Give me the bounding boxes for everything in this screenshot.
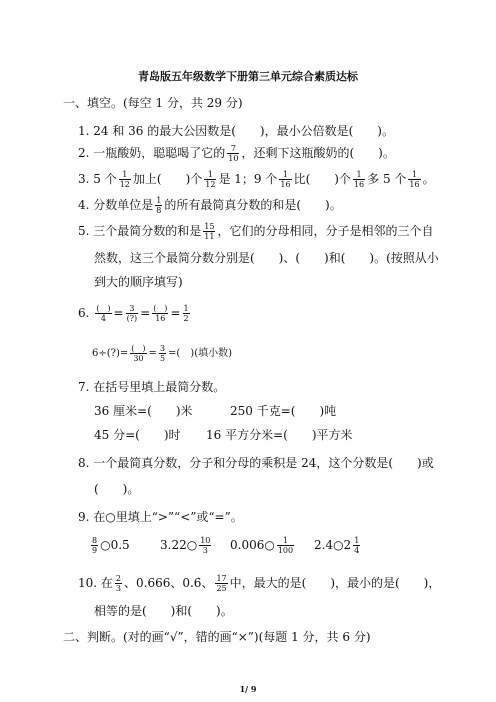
q6-row2-text: 6÷(?)= <box>92 348 129 359</box>
q9-item-2 <box>160 536 213 555</box>
numerator: 1 <box>277 536 294 546</box>
q3-text: 加上( )个 <box>132 172 203 186</box>
q3-fraction <box>353 170 365 189</box>
q9-text: 2.4○2 <box>314 538 352 552</box>
equals: = <box>140 306 151 320</box>
question-5-line-2: 然数，这三个最简分数分别是( )、( )和( )。(按照从小 <box>94 251 439 265</box>
numerator: 7 <box>227 144 239 154</box>
question-7: 7. 在括号里填上最简分数。 <box>78 380 226 394</box>
denominator: 16 <box>280 180 291 189</box>
denominator: 12 <box>205 180 216 189</box>
q3-fraction <box>279 170 291 189</box>
denominator: 2 <box>183 314 189 323</box>
question-10-line-2: 相等的是( )和( )。 <box>94 604 233 618</box>
numerator: 8 <box>92 536 98 545</box>
q9-text: ○0.5 <box>100 538 130 552</box>
numerator: 2 <box>115 574 121 583</box>
q6-fraction <box>130 344 146 363</box>
denominator: 25 <box>216 584 227 593</box>
denominator: 10 <box>228 154 239 163</box>
q6-fraction <box>126 304 139 323</box>
equals: = <box>170 306 181 320</box>
numerator: 1 <box>204 170 216 180</box>
q9-text: 3.22○ <box>160 538 198 552</box>
q4-text-a: 4. 分数单位是 <box>78 198 154 212</box>
denominator: (?) <box>126 314 138 323</box>
equals: = <box>148 348 157 359</box>
question-3 <box>78 170 435 189</box>
question-6 <box>78 304 192 323</box>
denominator: 3 <box>115 584 121 593</box>
q5-fraction <box>203 222 215 241</box>
q3-text: 3. 5 个 <box>78 172 117 186</box>
numerator: 17 <box>216 574 227 583</box>
section-fill-blank: 一、填空。(每空 1 分，共 29 分) <box>63 96 243 110</box>
numerator: 1 <box>156 196 162 205</box>
q2-text-b: ，还剩下这瓶酸奶的( )。 <box>241 146 395 160</box>
question-2 <box>78 144 395 163</box>
numerator: 1 <box>279 170 291 180</box>
denominator: 16 <box>353 180 365 189</box>
question-9: 9. 在○里填上“>”“<”或“=”。 <box>78 510 243 524</box>
q2-fraction <box>227 144 239 163</box>
numerator: 10 <box>200 536 211 545</box>
numerator: 15 <box>204 222 215 231</box>
question-4 <box>78 196 342 215</box>
section-true-false: 二、判断。(对的画“√”，错的画“×”)(每题 1 分，共 6 分) <box>63 630 371 644</box>
q9-fraction <box>91 536 98 555</box>
denominator: 8 <box>156 206 162 215</box>
question-5-line-3: 到大的顺序填写) <box>94 275 183 289</box>
q5-text-a: 5. 三个最简分数的和是 <box>78 224 202 238</box>
q10-fraction <box>115 574 122 593</box>
denominator: 3 <box>202 546 208 555</box>
q6-row2-text: =( )(填小数) <box>168 348 233 359</box>
question-1: 1. 24 和 36 的最大公因数是( )，最小公倍数是( )。 <box>78 124 394 138</box>
numerator: 1 <box>183 304 189 313</box>
denominator: 9 <box>92 546 98 555</box>
q5-text-b: ，它们的分母相同，分子是相邻的三个自 <box>217 224 434 238</box>
q10-text: 、0.666、0.6̇、 <box>124 576 214 590</box>
numerator: 3 <box>159 344 166 353</box>
q6-fraction <box>159 344 166 363</box>
numerator: 1 <box>119 170 131 180</box>
numerator: 3 <box>126 304 139 314</box>
numerator: ( ) <box>131 344 146 353</box>
denominator: 16 <box>155 314 166 323</box>
numerator: ( ) <box>96 304 111 313</box>
q3-fraction <box>204 170 216 189</box>
q6-fraction <box>152 304 168 323</box>
denominator: 5 <box>159 354 166 363</box>
question-5 <box>78 222 433 241</box>
denominator: 4 <box>354 546 360 555</box>
numerator: 1 <box>354 536 360 545</box>
q4-text-b: 的所有最简真分数的和是( )。 <box>164 198 342 212</box>
q10-text: 10. 在 <box>78 576 113 590</box>
q3-fraction <box>408 170 420 189</box>
q9-fraction <box>353 536 360 555</box>
q4-fraction <box>155 196 162 215</box>
q9-fraction <box>277 536 294 555</box>
q3-text: 。 <box>422 172 435 186</box>
denominator: 4 <box>100 314 106 323</box>
q6-label: 6. <box>78 306 90 320</box>
q7-item-3: 45 分=( )时 <box>94 428 181 442</box>
q10-text: 中，最大的是( )，最小的是( )， <box>229 576 441 590</box>
q3-text: 是 1；9 个 <box>218 172 278 186</box>
q7-item-1: 36 厘米=( )米 <box>94 404 193 418</box>
q3-text: 比( )个 <box>293 172 351 186</box>
q6-fraction <box>95 304 111 323</box>
denominator: 30 <box>133 354 144 363</box>
equals: = <box>113 306 124 320</box>
question-8-line-2: ( )。 <box>94 482 140 496</box>
q9-item-4 <box>314 536 362 555</box>
q9-text: 0.006○ <box>230 538 275 552</box>
q6-fraction <box>183 304 190 323</box>
q3-fraction <box>119 170 131 189</box>
q2-text-a: 2. 一瓶酸奶，聪聪喝了它的 <box>78 146 226 160</box>
q7-item-4: 16 平方分米=( )平方米 <box>206 428 353 442</box>
denominator: 12 <box>119 180 130 189</box>
numerator: ( ) <box>153 304 168 313</box>
denominator: 16 <box>409 180 420 189</box>
denominator: 100 <box>277 546 294 555</box>
numerator: 1 <box>353 170 365 180</box>
page-title: 青岛版五年级数学下册第三单元综合素质达标 <box>138 70 358 83</box>
q10-fraction <box>215 574 227 593</box>
question-8: 8. 一个最简真分数，分子和分母的乘积是 24，这个分数是( )或 <box>78 456 434 470</box>
q7-item-2: 250 千克=( )吨 <box>230 404 337 418</box>
q3-text: 多 5 个 <box>367 172 407 186</box>
q9-fraction <box>199 536 211 555</box>
denominator: 11 <box>204 232 215 241</box>
q9-item-3 <box>230 536 296 555</box>
page-number: 1/ 9 <box>239 684 257 694</box>
question-6-row-2 <box>92 344 232 363</box>
question-10 <box>78 574 440 593</box>
q9-item-1 <box>89 536 130 555</box>
numerator: 1 <box>408 170 420 180</box>
